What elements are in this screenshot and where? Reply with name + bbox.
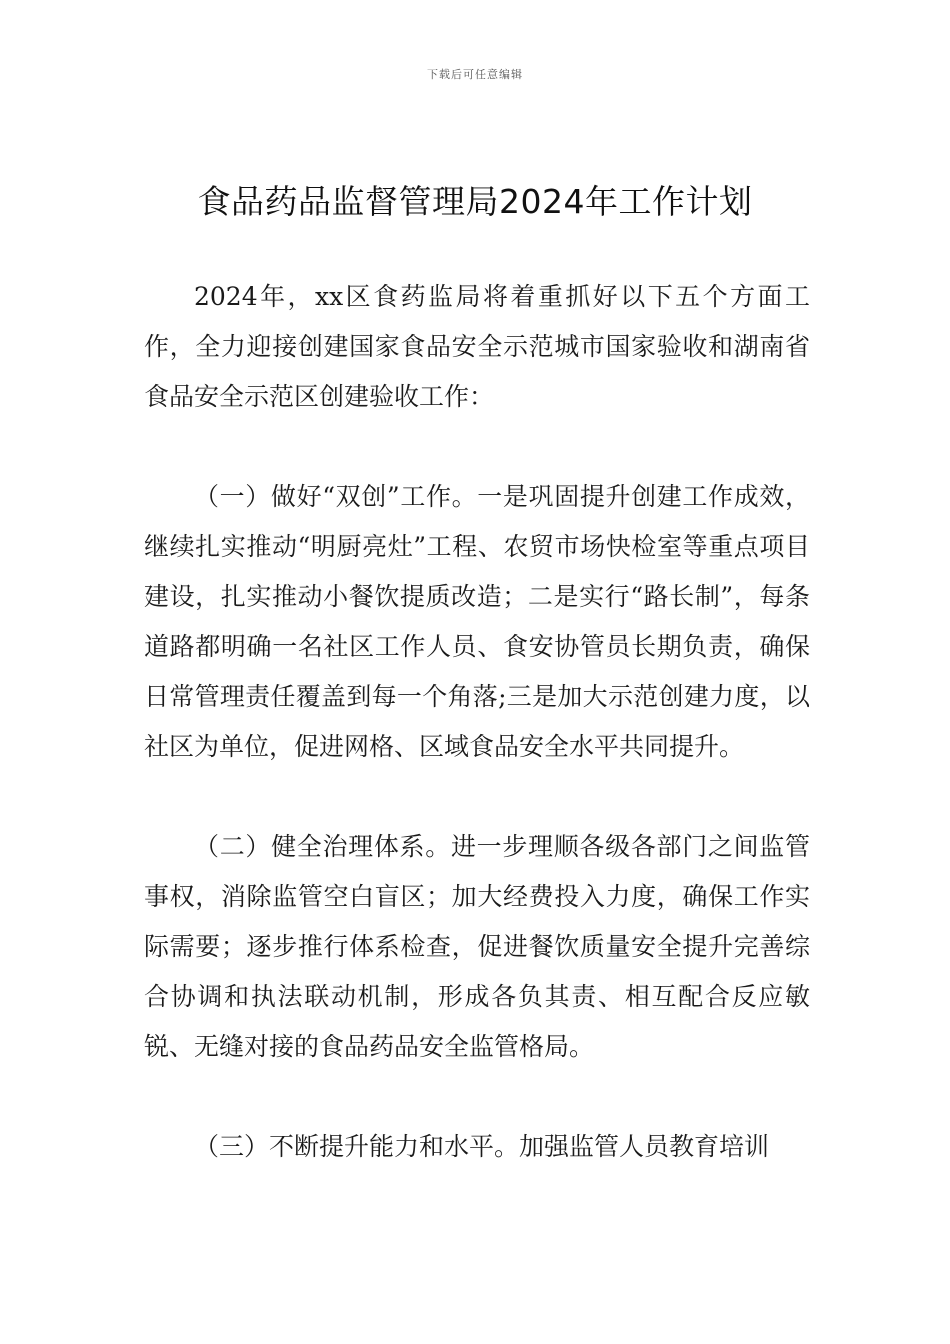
- paragraph-section-2: （二）健全治理体系。进一步理顺各级各部门之间监管事权，消除监管空白盲区；加大经费投入力度，确保工作实际需要；逐步推行体系检查，促进餐饮质量安全提升完善综合协调和执法联动机制，形成各负其责、相互配合反应敏锐、无缝对接的食品药品安全监管格局。: [144, 832, 810, 1061]
- document-body: [144, 272, 810, 1222]
- header-note: 下载后可任意编辑: [427, 68, 523, 81]
- paragraph-intro: 2024年，xx区食药监局将着重抓好以下五个方面工作，全力迎接创建国家食品安全示范城市国家验收和湖南省食品安全示范区创建验收工作：: [144, 282, 810, 411]
- document-title: 食品药品监督管理局2024年工作计划: [197, 182, 753, 221]
- paragraph-section-1: （一）做好“双创”工作。一是巩固提升创建工作成效，继续扎实推动“明厨亮灶”工程、农贸市场快检室等重点项目建设，扎实推动小餐饮提质改造；二是实行“路长制”，每条道路都明确一名社区工作人员、食安协管员长期负责，确保日常管理责任覆盖到每一个角落;三是加大示范创建力度，以社区为单位，促进网格、区域食品安全水平共同提升。: [144, 482, 810, 761]
- paragraph-section-3: （三）不断提升能力和水平。加强监管人员教育培训: [194, 1132, 770, 1161]
